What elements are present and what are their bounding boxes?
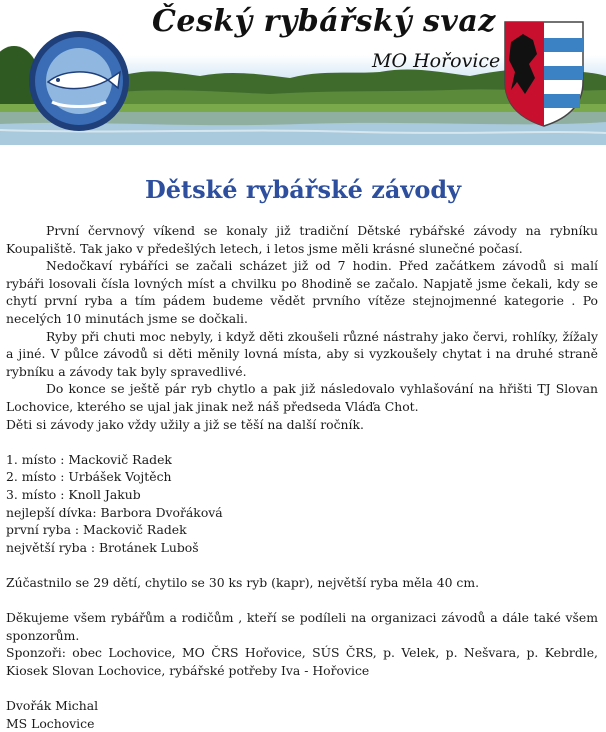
banner-subtitle: MO Hořovice xyxy=(372,50,501,72)
result-item: nejlepší dívka: Barbora Dvořáková xyxy=(6,504,223,520)
sponsors-paragraph: Sponzoři: obec Lochovice, MO ČRS Hořovice, SÚS ČRS, p. Velek, p. Nešvara, p. Kebrdle, Kiosek Slovan Lochovice, rybářské potřeby Iva - Hořovice xyxy=(6,645,598,678)
result-item: 1. místo : Mackovič Radek xyxy=(6,451,172,467)
article-title: Dětské rybářské závody xyxy=(144,175,462,204)
article-paragraph: Do konce se ještě pár ryb chytlo a pak již následovalo vyhlašování na hřišti TJ Slovan Lochovice, kterého se ujal jak jinak než náš předseda Vláďa Chot. xyxy=(6,381,598,414)
result-item: první ryba : Mackovič Radek xyxy=(6,522,187,538)
statistics-line: Zúčastnilo se 29 dětí, chytilo se 30 ks ryb (kapr), největší ryba měla 40 cm. xyxy=(6,574,480,590)
article-paragraph: Nedočkaví rybáříci se začali scházet již od 7 hodin. Před začátkem závodů si malí rybáři losovali čísla lovných míst a chvilku po 8hodině se začalo. Napjatě jsme čekali, kdy se chytí první ryba a tím pádem budeme vědět prvního vítěze stejnojmenné kategorie . Po necelých 10 minutách jsme se dočkali. xyxy=(6,258,598,326)
signature-name: Dvořák Michal xyxy=(6,698,99,714)
article-paragraph: Ryby při chuti moc nebyly, i když děti zkoušeli různé nástrahy jako červi, rohlíky, žížaly a jiné. V půlce závodů si děti měnily lovná místa, aby si vyzkoušely chytat i na druhé straně rybníku a závody tak byly spravedlivé. xyxy=(6,328,598,379)
article-paragraph: První červnový víkend se konaly již tradiční Dětské rybářské závody na rybníku Koupaliště. Tak jako v předešlých letech, i letos jsme měli krásné slunečné počasí. xyxy=(6,223,598,256)
results-list xyxy=(6,451,598,557)
signature-org: MS Lochovice xyxy=(6,715,95,731)
coat-of-arms xyxy=(503,20,585,128)
fishing-union-logo xyxy=(28,30,130,132)
closing-line: Děti si závody jako vždy užily a již se těší na další ročník. xyxy=(6,416,364,432)
thanks-paragraph: Děkujeme všem rybářům a rodičům , kteří se podíleli na organizaci závodů a dále také všem sponzorům. xyxy=(6,610,598,643)
header-banner xyxy=(0,0,606,145)
result-item: největší ryba : Brotánek Luboš xyxy=(6,539,199,555)
banner-title: Český rybářský svaz xyxy=(152,4,496,39)
article-body xyxy=(6,222,598,732)
result-item: 2. místo : Urbášek Vojtěch xyxy=(6,469,172,485)
result-item: 3. místo : Knoll Jakub xyxy=(6,486,141,502)
